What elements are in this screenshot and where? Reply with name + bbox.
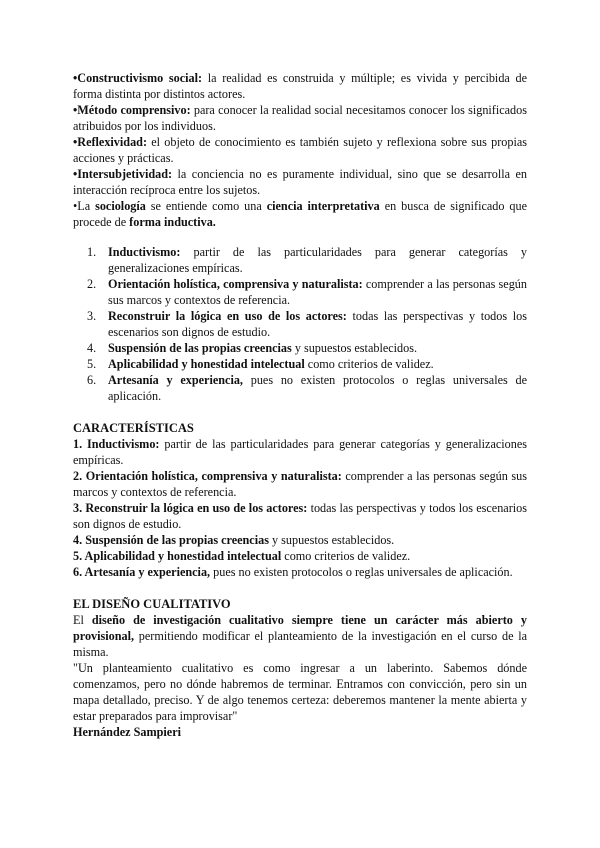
page-content (73, 70, 527, 740)
caracteristica-text: pues no existen protocolos o reglas universales de aplicación. (210, 565, 513, 579)
diseno-intro-text: permitiendo modificar el planteamiento de la investigación en el curso de la misma. (73, 629, 527, 659)
list-number: 6. (87, 373, 97, 387)
list-term: Artesanía y experiencia, (108, 373, 243, 387)
list-term: Aplicabilidad y honestidad intelectual (108, 357, 305, 371)
bullet-sociologia (73, 198, 527, 230)
diseno-quote: "Un planteamiento cualitativo es como ingresar a un laberinto. Sabemos dónde comenzamos, pero no dónde habremos de terminar. Entramos con convicción, pero sin un mapa detallado, preciso. Y de algo tenemos certeza: deberemos mantener la mente abierta y estar preparados para improvisar" (73, 661, 527, 723)
caracteristica-item (73, 468, 527, 500)
bullet-term: •Método comprensivo: (73, 103, 191, 117)
list-item (73, 340, 527, 356)
list-term: Reconstruir la lógica en uso de los actores: (108, 309, 347, 323)
list-number: 5. (87, 357, 97, 371)
bullet-constructivismo (73, 70, 527, 102)
bullet-term: •Intersubjetividad: (73, 167, 173, 181)
sociologia-text: se entiende como una (145, 199, 267, 213)
sociologia-text: en busca de significado que procede de (73, 199, 528, 229)
section-heading-caracteristicas: CARACTERÍSTICAS (73, 421, 194, 435)
caracteristica-term: 2. Orientación holística, comprensiva y naturalista: (73, 469, 342, 483)
list-number: 1. (87, 245, 97, 259)
list-text: pues no existen protocolos o reglas universales de aplicación. (108, 373, 527, 403)
caracteristica-item (73, 548, 527, 564)
caracteristica-term: 6. Artesanía y experiencia, (73, 565, 211, 579)
list-item (73, 308, 527, 340)
caracteristica-item (73, 436, 527, 468)
list-text: todas las perspectivas y todos los escenarios son dignos de estudio. (108, 309, 527, 339)
quote-author: Hernández Sampieri (73, 725, 181, 739)
list-text: como criterios de validez. (304, 357, 434, 371)
sociologia-term: ciencia interpretativa (266, 199, 380, 213)
bullet-term: •Constructivismo social: (73, 71, 203, 85)
bullet-intersubjetividad (73, 166, 527, 198)
caracteristica-text: comprender a las personas según sus marcos y contextos de referencia. (73, 469, 527, 499)
section-heading-diseno: EL DISEÑO CUALITATIVO (73, 597, 231, 611)
list-number: 4. (87, 341, 97, 355)
diseno-intro (73, 612, 527, 660)
caracteristica-text: como criterios de validez. (281, 549, 411, 563)
sociologia-text: •La (73, 199, 96, 213)
bullet-reflexividad (73, 134, 527, 166)
list-term: Orientación holística, comprensiva y naturalista: (108, 277, 363, 291)
sociologia-term: sociología (95, 199, 146, 213)
caracteristica-term: 3. Reconstruir la lógica en uso de los actores: (73, 501, 308, 515)
caracteristica-item (73, 500, 527, 532)
caracteristica-item (73, 564, 527, 580)
caracteristica-text: partir de las particularidades para generar categorías y generalizaciones empíricas. (73, 437, 527, 467)
bullet-term: •Reflexividad: (73, 135, 147, 149)
diseno-intro-text: El (73, 613, 92, 627)
bullet-text: el objeto de conocimiento es también sujeto y reflexiona sobre sus propias acciones y prácticas. (73, 135, 527, 165)
list-item (73, 356, 527, 372)
bullet-text: la realidad es construida y múltiple; es vivida y percibida de forma distinta por distintos actores. (73, 71, 527, 101)
list-number: 3. (87, 309, 97, 323)
bullet-text: para conocer la realidad social necesitamos conocer los significados atribuidos por los individuos. (73, 103, 527, 133)
bullet-metodo (73, 102, 527, 134)
list-item (73, 244, 527, 276)
caracteristica-text: todas las perspectivas y todos los escenarios son dignos de estudio. (73, 501, 527, 531)
list-item (73, 276, 527, 308)
list-text: y supuestos establecidos. (291, 341, 418, 355)
list-text: comprender a las personas según sus marcos y contextos de referencia. (108, 277, 527, 307)
list-text: partir de las particularidades para generar categorías y generalizaciones empíricas. (108, 245, 527, 275)
sociologia-term: forma inductiva. (129, 215, 216, 229)
caracteristica-term: 1. Inductivismo: (73, 437, 160, 451)
caracteristica-item (73, 532, 527, 548)
list-item (73, 372, 527, 404)
numbered-list (73, 244, 527, 404)
list-term: Suspensión de las propias creencias (108, 341, 292, 355)
caracteristica-term: 4. Suspensión de las propias creencias (73, 533, 269, 547)
list-term: Inductivismo: (108, 245, 181, 259)
caracteristica-term: 5. Aplicabilidad y honestidad intelectual (73, 549, 282, 563)
list-number: 2. (87, 277, 97, 291)
diseno-intro-bold: diseño de investigación cualitativo siempre tiene un carácter más abierto y provisional, (73, 613, 527, 643)
bullet-text: la conciencia no es puramente individual, sino que se desarrolla en interacción recíproca entre los sujetos. (73, 167, 527, 197)
caracteristica-text: y supuestos establecidos. (268, 533, 395, 547)
